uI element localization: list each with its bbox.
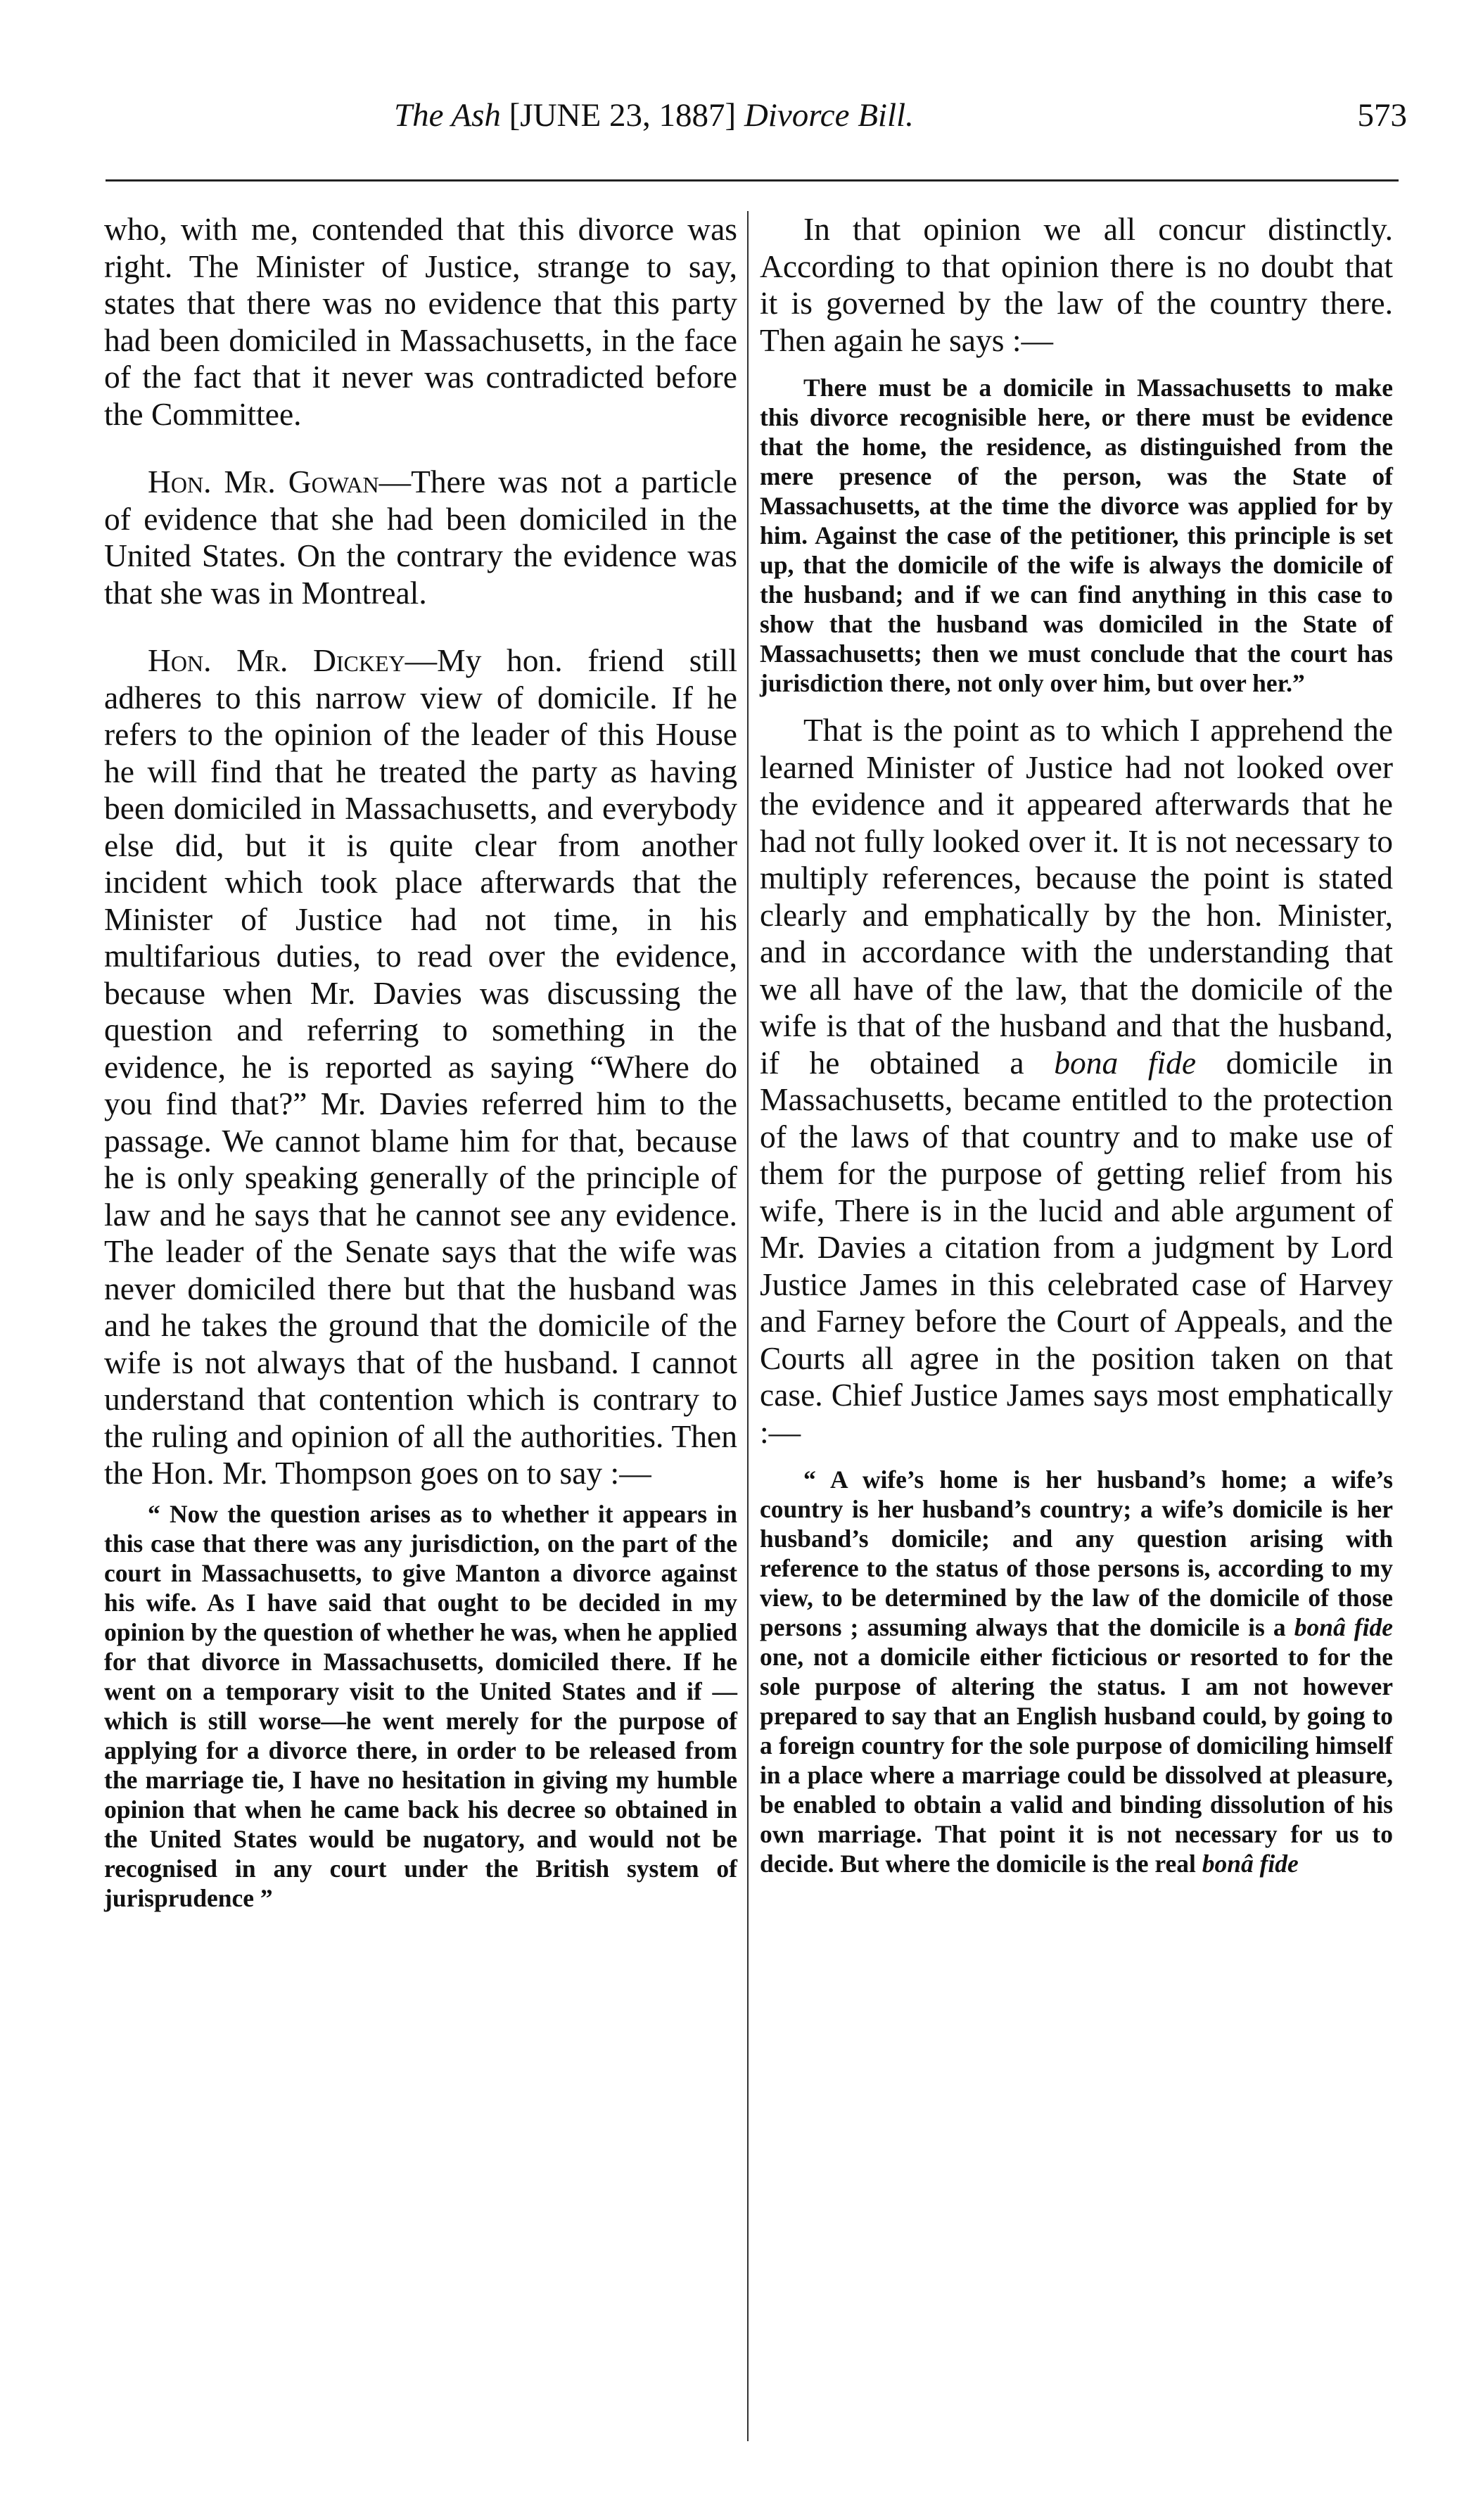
header-rule — [106, 179, 1399, 182]
gowan-text: —There was not a particle of evidence that she had been domiciled in the United States. On the contrary the evidence was that she was in Montreal. — [104, 464, 737, 611]
column-divider — [747, 211, 749, 2441]
quote3-part-b: one, not a domicile either ficticious or resorted to for the sole purpose of altering the status. I am not however prepared to say that an English husband could, by going to a foreign country for the sole purpose of domiciling himself in a place where a marriage could be dissolved at pleasure, be enabled to obtain a valid and binding dissolution of his own marriage. That point it is not necessary for us to decide. But where the domicile is the real — [760, 1643, 1393, 1878]
bona-fide-italic: bona fide — [1054, 1044, 1197, 1081]
header-date: [JUNE 23, 1887] — [509, 97, 737, 134]
header-title — [394, 90, 914, 141]
quote3-italic-1: bonâ fide — [1294, 1613, 1393, 1641]
left-column — [104, 211, 737, 1913]
speaker-gowan: Hon. Mr. Gowan — [148, 464, 379, 499]
right-p2-part-2: domicile in Massachusetts, became entitled to the protection of the laws of that country and to make use of them for the purpose of getting relief from his wife, There is in the lucid and able argument of Mr. Davies a citation from a judgment by Lord Justice James in this celebrated case of Harvey and Farney before the Court of Appeals, and the Courts all agree in the position taken on that case. Chief Justice James says most emphatically :— — [760, 1044, 1394, 1450]
right-paragraph-1: In that opinion we all concur distinctly. According to that opinion there is no doubt that it is governed by the law of the country there. Then again he says :— — [760, 211, 1393, 358]
dickey-text: —My hon. friend still adheres to this narrow view of domicile. If he refers to the opinion of the leader of this House he will find that he treated the party as having been domiciled in Massachusetts, and everybody else did, but it is quite clear from another incident which took place afterwards that the Minister of Justice had not time, in his multifarious duties, to read over the evidence, because when Mr. Davies was discussing the question and referring to something in the evidence, he is reported as saying “Where do you find that?” Mr. Davies referred him to the passage. We cannot blame him for that, because he is only speaking generally of the principle of law and he says that he cannot see any evidence. The leader of the Senate says that the wife was never domiciled there but that the husband was and he takes the ground that the domicile of the wife is not always that of the husband. I cannot understand that contention which is contrary to the ruling and opinion of all the authorities. Then the Hon. Mr. Thompson goes on to say :— — [104, 642, 737, 1491]
left-paragraph-gowan — [104, 464, 737, 611]
page-number: 573 — [1357, 97, 1407, 134]
quote3-italic-2: bonâ fide — [1202, 1850, 1299, 1878]
left-paragraph-dickey — [104, 642, 737, 1492]
right-paragraph-2 — [760, 712, 1393, 1451]
header-title-left: The Ash — [394, 97, 501, 134]
running-header — [106, 90, 1407, 141]
right-column — [760, 211, 1393, 1878]
quote3-part-a: “ A wife’s home is her husband’s home; a wife’s country is her husband’s country; a wife’s domicile is her husband’s domicile; and any question arising with reference to the status of those persons is, according to my view, to be determined by the law of the domicile of those persons ; assuming always that the domicile is a — [760, 1465, 1393, 1641]
quote-domicile: There must be a domicile in Massachusetts to make this divorce recognisible here, or there must be evidence that the home, the residence, as distinguished from the mere presence of the person, was the State of Massachusetts, at the time the divorce was applied for by him. Against the case of the petitioner, this principle is set up, that the domicile of the wife is always the domicile of the husband; and if we can find anything in this case to show that the husband was domiciled in the State of Massachusetts; then we must conclude that the court has jurisdiction there, not only over him, but over her.” — [760, 374, 1393, 697]
header-title-right: Divorce Bill. — [744, 97, 914, 134]
quote-lord-justice-james — [760, 1465, 1393, 1878]
right-p2-part-1: That is the point as to which I apprehend the learned Minister of Justice had not looked over the evidence and it appeared afterwards that he had not fully looked over it. It is not necessary to multiply references, because the point is stated clearly and emphatically by the hon. Minister, and in accordance with the understanding that we all have of the law, that the domicile of the wife is that of the husband and that the husband, if he obtained a — [760, 712, 1393, 1081]
speaker-dickey: Hon. Mr. Dickey — [148, 642, 405, 678]
quote-thompson: “ Now the question arises as to whether it appears in this case that there was any jurisdiction, on the part of the court in Massachusetts, to give Manton a divorce against his wife. As I have said that ought to be decided in my opinion by the question of whether he was, when he applied for that divorce in Massachusetts, domiciled there. If he went on a temporary visit to the United States and if —which is still worse—he went merely for the purpose of applying for a divorce there, in order to be released from the marriage tie, I have no hesitation in giving my humble opinion that when he came back his decree so obtained in the United States would be nugatory, and would not be recognised in any court under the British system of jurisprudence ” — [104, 1499, 737, 1912]
left-paragraph-1: who, with me, contended that this divorce was right. The Minister of Justice, strange to say, states that there was no evidence that this party had been domiciled in Massachusetts, in the face of the fact that it never was contradicted before the Committee. — [104, 211, 737, 432]
